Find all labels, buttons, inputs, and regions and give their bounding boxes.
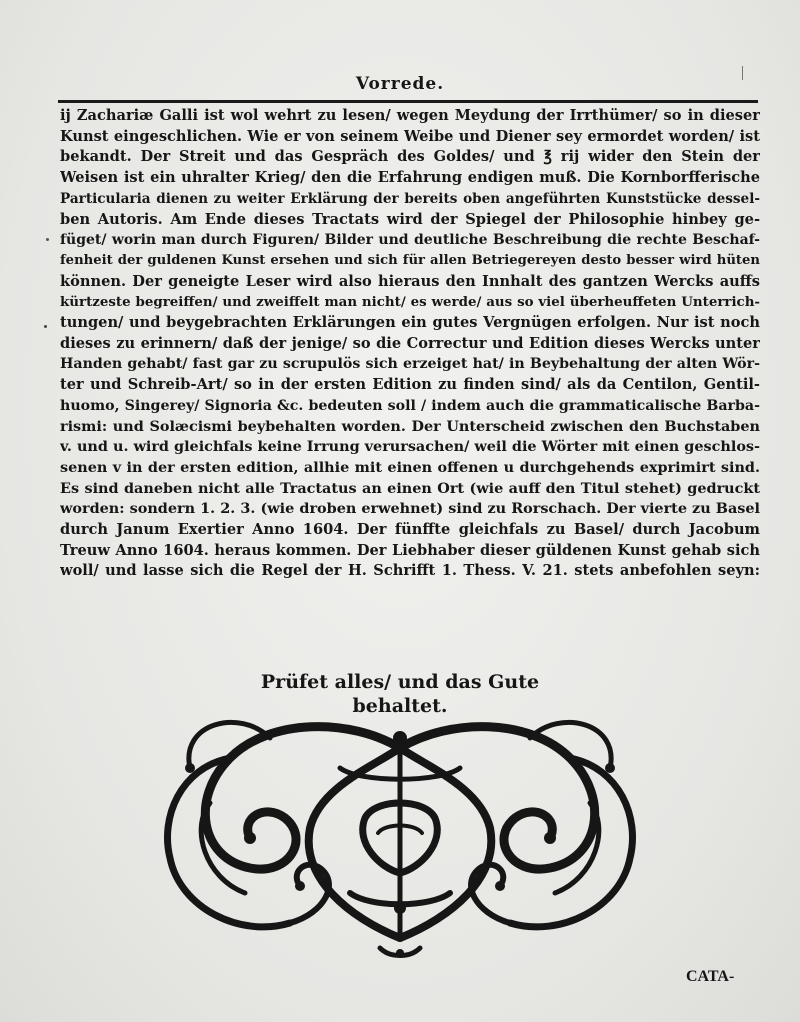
text-line: Kunst eingeschlichen. Wie er von seinem Weibe und Diener sey ermordet worden/ ist bbox=[60, 127, 760, 145]
text-line: fenheit der guldenen Kunst ersehen und sich für allen Betriegereyen desto besser wird hüten bbox=[60, 252, 760, 268]
text-line: dieses zu erinnern/ daß der jenige/ so die Correctur und Edition dieses Wercks unter bbox=[60, 334, 760, 352]
motto-line: Prüfet alles/ und das Gute bbox=[260, 671, 540, 693]
decorative-tailpiece bbox=[150, 708, 650, 968]
text-line: können. Der geneigte Leser wird also hieraus den Innhalt des gantzen Wercks auffs bbox=[60, 272, 760, 290]
scan-speck bbox=[742, 66, 743, 80]
text-line: Es sind daneben nicht alle Tractatus an einen Ort (wie auff den Titul stehet) gedruckt bbox=[60, 479, 760, 497]
text-line: Treuw Anno 1604. heraus kommen. Der Liebhaber dieser güldenen Kunst gehab sich bbox=[60, 541, 760, 559]
text-line: ben Autoris. Am Ende dieses Tractats wird der Spiegel der Philosophie hinbey ge- bbox=[60, 210, 760, 228]
text-line: tungen/ und beygebrachten Erklärungen ein gutes Vergnügen erfolgen. Nur ist noch bbox=[60, 314, 760, 332]
text-line: huomo, Singerey/ Signoria &c. bedeuten soll / indem auch die grammaticalische Barba- bbox=[60, 397, 760, 414]
running-head: Vorrede. bbox=[355, 74, 445, 94]
text-line: v. und u. wird gleichfals keine Irrung verursachen/ weil die Wörter mit einen geschlos- bbox=[60, 438, 760, 456]
scan-speck bbox=[46, 238, 49, 241]
text-line: durch Janum Exertier Anno 1604. Der fünffte gleichfals zu Basel/ durch Jacobum bbox=[60, 521, 760, 539]
motto-line: behaltet. bbox=[352, 695, 448, 717]
text-line: worden: sondern 1. 2. 3. (wie droben erwehnet) sind zu Rorschach. Der vierte zu Basel bbox=[60, 500, 760, 518]
text-line: kürtzeste begreiffen/ und zweiffelt man nicht/ es werde/ aus so viel überheuffeten Unterrich- bbox=[60, 294, 760, 311]
text-line: ter und Schreib-Art/ so in der ersten Edition zu finden sind/ als da Centilon, Gentil- bbox=[60, 376, 760, 394]
text-line: ij Zachariæ Galli ist wol wehrt zu lesen/ wegen Meydung der Irrthümer/ so in dieser bbox=[60, 107, 760, 124]
body-text bbox=[60, 106, 760, 582]
text-line: bekandt. Der Streit und das Gespräch des Goldes/ und ℥ rij wider den Stein der bbox=[60, 148, 760, 166]
text-line: rismi: und Solæcismi beybehalten worden. Der Unterscheid zwischen den Buchstaben bbox=[60, 417, 760, 435]
text-line: Weisen ist ein uhralter Krieg/ den die Erfahrung endigen muß. Die Kornborfferische bbox=[60, 169, 760, 187]
catchword: CATA- bbox=[686, 968, 735, 985]
scan-speck bbox=[44, 325, 47, 328]
text-line: woll/ und lasse sich die Regel der H. Schrifft 1. Thess. V. 21. stets anbefohlen seyn: bbox=[60, 562, 760, 580]
text-line: senen v in der ersten edition, allhie mit einen offenen u durchgehends exprimirt sind. bbox=[60, 458, 760, 476]
text-line: Particularia dienen zu weiter Erklärung der bereits oben angeführten Kunststücke dessel- bbox=[60, 190, 760, 207]
text-line: füget/ worin man durch Figuren/ Bilder und deutliche Beschreibung die rechte Beschaf- bbox=[60, 232, 760, 249]
text-line: Handen gehabt/ fast gar zu scrupulös sich erzeiget hat/ in Beybehaltung der alten Wör- bbox=[60, 356, 760, 373]
header-rule bbox=[58, 100, 758, 103]
